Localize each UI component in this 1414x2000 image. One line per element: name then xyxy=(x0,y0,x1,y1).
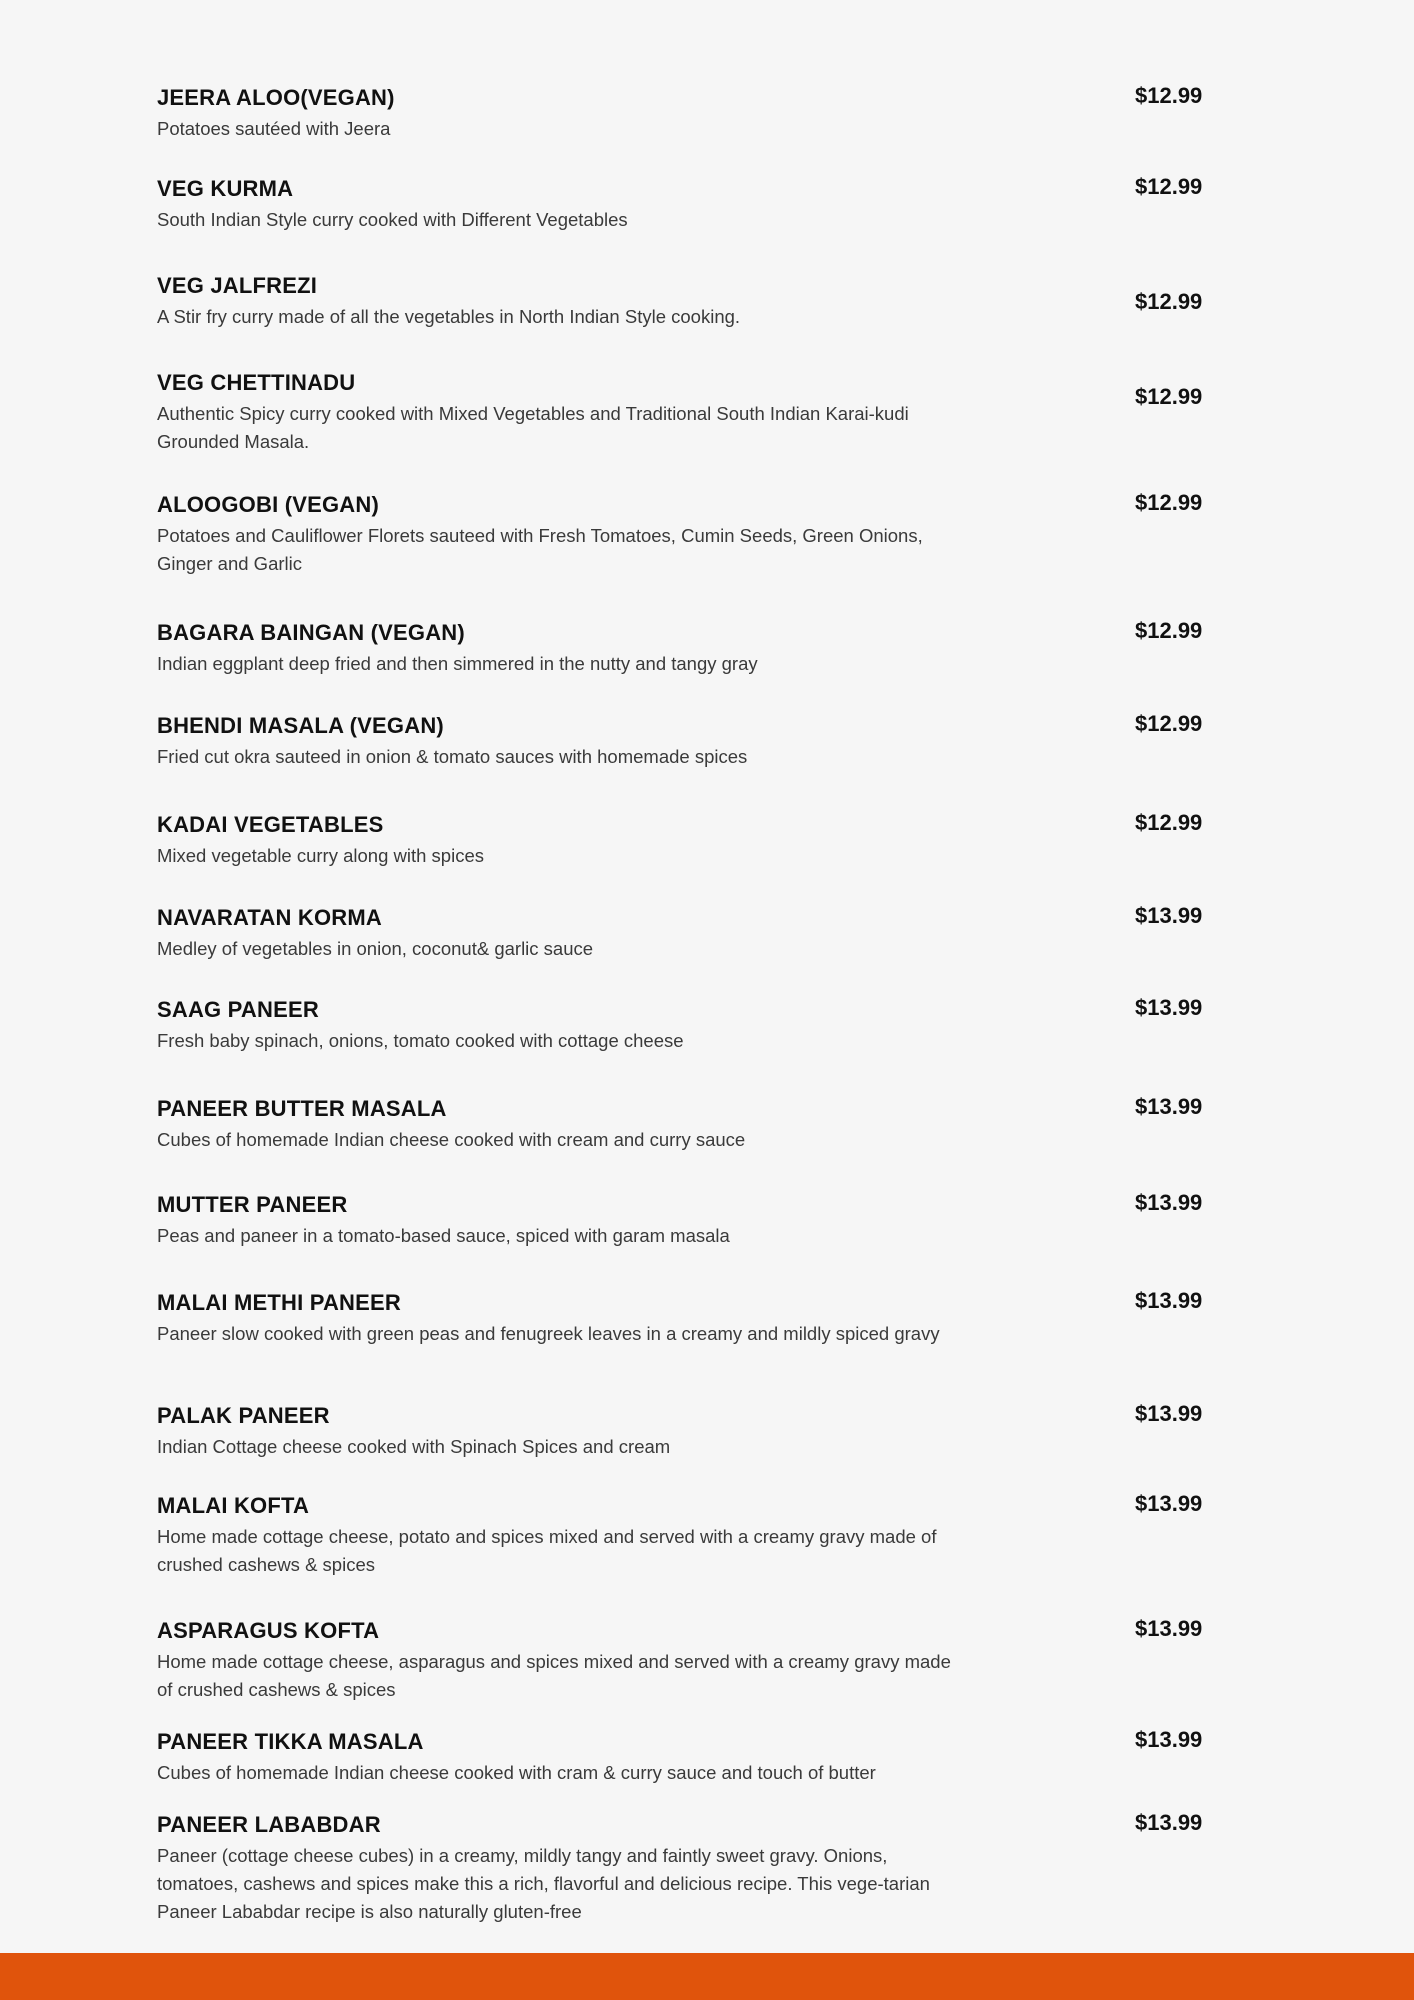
item-name: ASPARAGUS KOFTA xyxy=(157,1618,380,1643)
item-price: $13.99 xyxy=(1135,1810,1203,1835)
item-name: VEG KURMA xyxy=(157,176,294,201)
item-description: South Indian Style curry cooked with Different Vegetables xyxy=(157,209,628,230)
item-name: PANEER LABABDAR xyxy=(157,1812,381,1837)
item-name: BAGARA BAINGAN (VEGAN) xyxy=(157,620,465,645)
footer-accent-bar xyxy=(0,1953,1414,2000)
item-name: PALAK PANEER xyxy=(157,1403,330,1428)
item-name: JEERA ALOO(VEGAN) xyxy=(157,85,395,110)
item-price: $13.99 xyxy=(1135,1727,1203,1752)
item-price: $13.99 xyxy=(1135,995,1203,1020)
item-name: SAAG PANEER xyxy=(157,997,319,1022)
item-name: MALAI KOFTA xyxy=(157,1493,310,1518)
item-price: $12.99 xyxy=(1135,711,1203,736)
item-description: Paneer slow cooked with green peas and fenugreek leaves in a creamy and mildly spiced gravy xyxy=(157,1323,940,1344)
item-description: Medley of vegetables in onion, coconut& garlic sauce xyxy=(157,938,594,959)
item-price: $13.99 xyxy=(1135,1401,1203,1426)
item-description: Indian eggplant deep fried and then simmered in the nutty and tangy gray xyxy=(157,653,758,674)
item-description: Home made cottage cheese, potato and spices mixed and served with a creamy gravy made of crushed cashews & spices xyxy=(157,1526,937,1575)
item-name: BHENDI MASALA (VEGAN) xyxy=(157,713,444,738)
item-price: $12.99 xyxy=(1135,174,1203,199)
item-price: $13.99 xyxy=(1135,1190,1203,1215)
item-price: $13.99 xyxy=(1135,1288,1203,1313)
item-name: MUTTER PANEER xyxy=(157,1192,348,1217)
item-description: Potatoes sautéed with Jeera xyxy=(157,118,391,139)
item-price: $12.99 xyxy=(1135,810,1203,835)
item-description: Cubes of homemade Indian cheese cooked with cream and curry sauce xyxy=(157,1129,746,1150)
item-description: Fresh baby spinach, onions, tomato cooked with cottage cheese xyxy=(157,1030,684,1051)
item-description: Potatoes and Cauliflower Florets sauteed with Fresh Tomatoes, Cumin Seeds, Green Onions, Ginger and Garlic xyxy=(157,525,923,574)
item-price: $12.99 xyxy=(1135,384,1203,409)
item-description: Mixed vegetable curry along with spices xyxy=(157,845,484,866)
item-price: $12.99 xyxy=(1135,490,1203,515)
item-description: A Stir fry curry made of all the vegetables in North Indian Style cooking. xyxy=(157,306,741,327)
item-price: $13.99 xyxy=(1135,903,1203,928)
item-price: $12.99 xyxy=(1135,83,1203,108)
item-name: PANEER BUTTER MASALA xyxy=(157,1096,447,1121)
item-description: Paneer (cottage cheese cubes) in a creamy, mildly tangy and faintly sweet gravy. Onions, tomatoes, cashews and spices make this a rich, flavorful and delicious recipe. This vege-tarian Paneer Lababdar recipe is also naturally gluten-free xyxy=(157,1845,930,1922)
item-name: VEG JALFREZI xyxy=(157,273,318,298)
item-name: ALOOGOBI (VEGAN) xyxy=(157,492,379,517)
item-price: $13.99 xyxy=(1135,1094,1203,1119)
item-name: KADAI VEGETABLES xyxy=(157,812,384,837)
item-description: Fried cut okra sauteed in onion & tomato sauces with homemade spices xyxy=(157,746,748,767)
item-name: VEG CHETTINADU xyxy=(157,370,356,395)
item-name: NAVARATAN KORMA xyxy=(157,905,383,930)
item-name: MALAI METHI PANEER xyxy=(157,1290,401,1315)
item-price: $12.99 xyxy=(1135,618,1203,643)
item-description: Home made cottage cheese, asparagus and spices mixed and served with a creamy gravy made of crushed cashews & spices xyxy=(157,1651,951,1700)
item-description: Cubes of homemade Indian cheese cooked with cram & curry sauce and touch of butter xyxy=(157,1762,876,1783)
item-description: Peas and paneer in a tomato-based sauce, spiced with garam masala xyxy=(157,1225,730,1246)
item-name: PANEER TIKKA MASALA xyxy=(157,1729,424,1754)
item-description: Indian Cottage cheese cooked with Spinach Spices and cream xyxy=(157,1436,671,1457)
item-price: $13.99 xyxy=(1135,1616,1203,1641)
item-price: $12.99 xyxy=(1135,289,1203,314)
item-description: Authentic Spicy curry cooked with Mixed Vegetables and Traditional South Indian Karai-kudi Grounded Masala. xyxy=(157,403,909,452)
item-price: $13.99 xyxy=(1135,1491,1203,1516)
